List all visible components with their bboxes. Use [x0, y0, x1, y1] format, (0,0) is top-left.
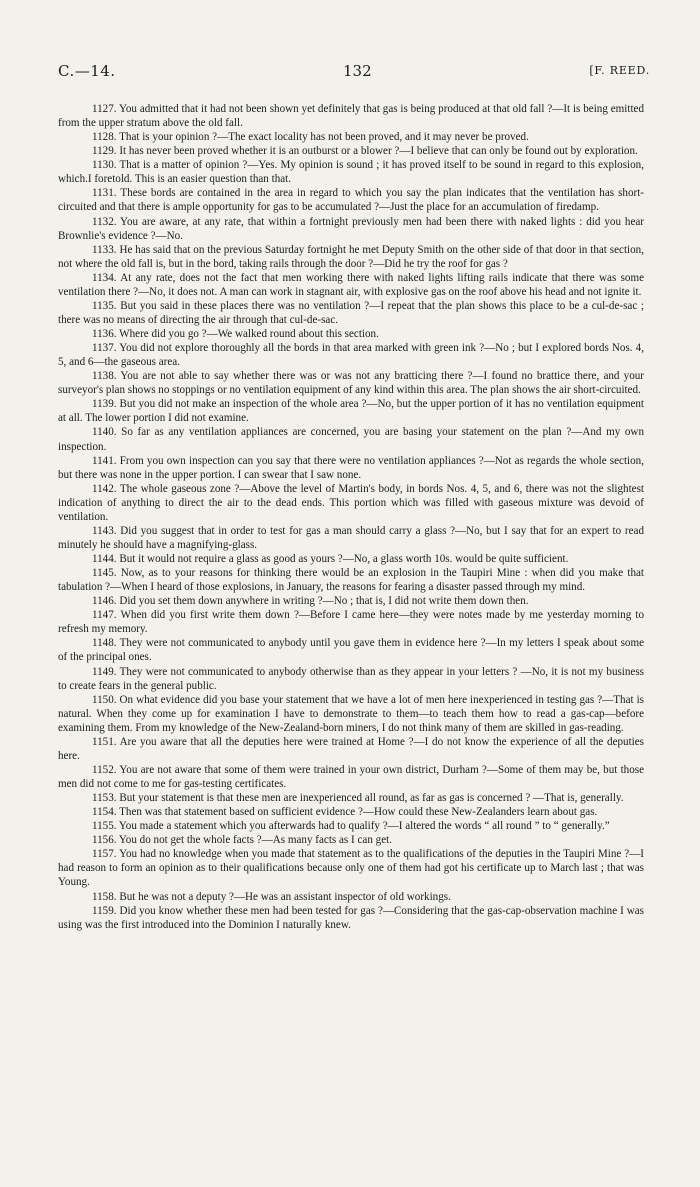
evidence-text: [58, 102, 644, 932]
question-1157: 1157. You had no knowledge when you made that statement as to the qualifications of the deputies in the Taupiri Mine ?—I had reason to form an opinion as to their qualifications because only one of them had got his certificate up to March last ; that was Young.: [58, 848, 644, 889]
question-1153: 1153. But your statement is that these men are inexperienced all round, as far as gas is concerned ? —That is, generally.: [92, 792, 624, 805]
question-1158: 1158. But he was not a deputy ?—He was an assistant inspector of old workings.: [92, 890, 451, 903]
question-1129: 1129. It has never been proved whether it is an outburst or a blower ?—I believe that can only be found out by exploration.: [92, 145, 638, 158]
question-1127: 1127. You admitted that it had not been shown yet definitely that gas is being produced at that old fall ?—It is being emitted from the upper stratum above the old fall.: [58, 103, 644, 130]
question-1135: 1135. But you said in these places there was no ventilation ?—I repeat that the plan shows this place to be a cul-de-sac ; there was no means of directing the air through that cul-de-sac.: [58, 299, 644, 326]
question-1146: 1146. Did you set them down anywhere in writing ?—No ; that is, I did not write them down then.: [92, 595, 529, 608]
question-1148: 1148. They were not communicated to anybody until you gave them in evidence here ?—In my letters I speak about some of the principal ones.: [58, 637, 644, 664]
witness-name: [F. REED.: [589, 64, 650, 77]
question-1128: 1128. That is your opinion ?—The exact locality has not been proved, and it may never be proved.: [92, 131, 529, 144]
question-1134: 1134. At any rate, does not the fact that men working there with naked lights lifting rails indicate that there was some ventilation there ?—No, it does not. A man can work in stagnant air, with explosive gas on the roof above his head and not ignite it.: [58, 271, 644, 298]
question-1147: 1147. When did you first write them down ?—Before I came here—they were notes made by me yesterday morning to refresh my memory.: [58, 609, 644, 636]
question-1145: 1145. Now, as to your reasons for thinking there would be an explosion in the Taupiri Mine : when did you make that tabulation ?—When I heard of those explosions, in January, the reasons for fearing a disaster passed through my mind.: [58, 567, 644, 594]
question-1131: 1131. These bords are contained in the area in regard to which you say the plan indicates that the ventilation has short-circuited and that there is ample opportunity for gas to be accumulated ?—Just the place for an accumulation of firedamp.: [58, 187, 644, 214]
question-1132: 1132. You are aware, at any rate, that within a fortnight previously men had been there with naked lights : did you hear Brownlie's evidence ?—No.: [58, 215, 644, 242]
question-1143: 1143. Did you suggest that in order to test for gas a man should carry a glass ?—No, but I say that for an expert to read minutely he should have a magnifying-glass.: [58, 524, 644, 551]
question-1151: 1151. Are you aware that all the deputies here were trained at Home ?—I do not know the experience of all the deputies here.: [58, 735, 644, 762]
question-1155: 1155. You made a statement which you afterwards had to qualify ?—I altered the words “ all round ” to “ generally.”: [92, 820, 610, 833]
question-1140: 1140. So far as any ventilation appliances are concerned, you are basing your statement on the plan ?—And my own inspection.: [58, 426, 644, 453]
question-1159: 1159. Did you know whether these men had been tested for gas ?—Considering that the gas-cap-observation machine I was using was the first introduced into the Dominion I naturally knew.: [58, 904, 644, 931]
question-1139: 1139. But you did not make an inspection of the whole area ?—No, but the upper portion of it has no ventilation equipment at all. The lower portion I did not examine.: [58, 398, 644, 425]
question-1142: 1142. The whole gaseous zone ?—Above the level of Martin's body, in bords Nos. 4, 5, and 6, there was not the slightest indication of anything to direct the air to the dead ends. This portion which was filled with gaseous mixture was devoid of ventilation.: [58, 482, 644, 523]
document-reference: C.—14.: [58, 62, 116, 80]
question-1156: 1156. You do not get the whole facts ?—As many facts as I can get.: [92, 834, 392, 847]
question-1137: 1137. You did not explore thoroughly all the bords in that area marked with green ink ?—No ; but I explored bords Nos. 4, 5, and 6—the gaseous area.: [58, 342, 644, 369]
question-1136: 1136. Where did you go ?—We walked round about this section.: [92, 328, 379, 340]
question-1154: 1154. Then was that statement based on sufficient evidence ?—How could these New-Zealanders learn about gas.: [92, 806, 598, 819]
question-1150: 1150. On what evidence did you base your statement that we have a lot of men here inexperienced in testing gas ?—That is natural. When they come up for examination I have to demonstrate to them—to teach them how to read a gas-cap—before examining them. From my knowledge of the New-Zealand-born miners, I do not think many of them are skilled in gas-reading.: [58, 693, 644, 734]
question-1149: 1149. They were not communicated to anybody otherwise than as they appear in your letters ? —No, it is not my business to create fears in the general public.: [58, 665, 644, 692]
page-number: 132: [343, 62, 372, 80]
question-1130: 1130. That is a matter of opinion ?—Yes. My opinion is sound ; it has proved itself to be sound in regard to this explosion, which.I foretold. This is an easier question than that.: [58, 159, 644, 186]
question-1141: 1141. From you own inspection can you say that there were no ventilation appliances ?—Not as regards the whole section, but there was none in the upper portion. I can swear that I saw none.: [58, 454, 644, 481]
page-header: [58, 62, 650, 86]
question-1152: 1152. You are not aware that some of them were trained in your own district, Durham ?—Some of them may be, but those men did not come to me for gas-testing certificates.: [58, 763, 644, 790]
question-1144: 1144. But it would not require a glass as good as yours ?—No, a glass worth 10s. would be quite sufficient.: [92, 553, 569, 565]
question-1138: 1138. You are not able to say whether there was or was not any bratticing there ?—I found no brattice there, and your surveyor's plan shows no stoppings or no ventilation equipment of any kind within this area. The plan shows the air short-circuited.: [58, 370, 644, 397]
question-1133: 1133. He has said that on the previous Saturday fortnight he met Deputy Smith on the other side of that door in that section, not where the old fall is, but in the bord, taking rails through the door ?—Did he try the roof for gas ?: [58, 243, 644, 270]
